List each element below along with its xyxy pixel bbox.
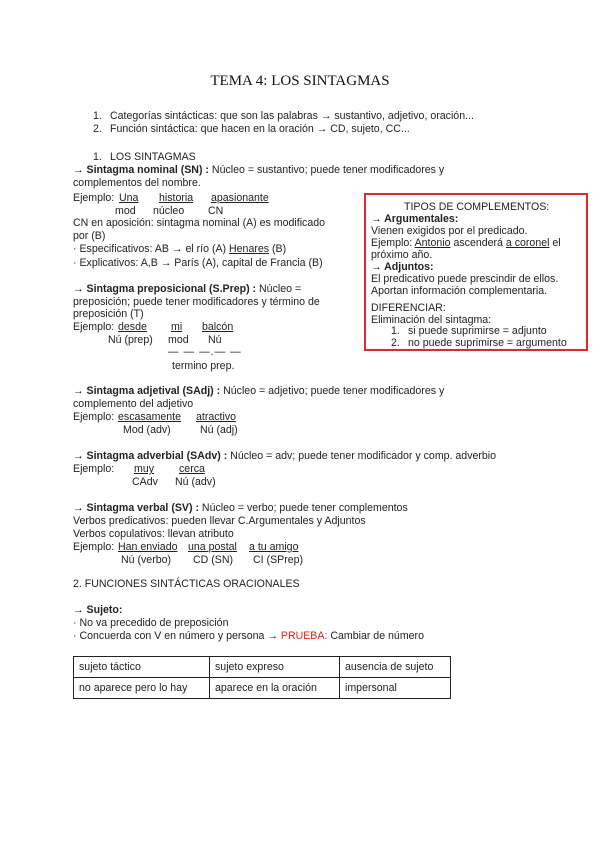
intro-num-1: 1. [93, 110, 102, 122]
sujeto-line-1: · No va precedido de preposición [73, 617, 229, 629]
sv-example-word-1: Han enviado [118, 541, 178, 553]
box-adj-2: Aportan información complementaria. [371, 285, 548, 297]
sn-esp-end: (B) [269, 243, 287, 255]
table-cell: no aparece pero lo hay [74, 678, 210, 699]
sujeto-prueba: PRUEBA: [280, 630, 328, 642]
complement-types-box [364, 193, 588, 351]
sn-tag-2: núcleo [153, 205, 185, 217]
box-ej-a: Ejemplo: [371, 237, 415, 249]
box-arg-head: → Argumentales: [371, 213, 459, 225]
box-arg-3: próximo año. [371, 249, 433, 261]
sn-example-label: Ejemplo: [73, 192, 115, 204]
sprep-tag-1: Nú (prep) [108, 334, 153, 346]
sv-heading-line [73, 502, 408, 515]
sadv-heading-line [73, 450, 496, 463]
table-cell: sujeto táctico [74, 657, 210, 678]
sprep-dash-line: — — —.— — [168, 346, 242, 358]
sn-example-word-2: historia [159, 192, 194, 204]
box-ej-c: el [549, 237, 561, 249]
sprep-heading-line [73, 283, 301, 296]
sadj-example-word-1: escasamente [118, 411, 182, 423]
sadv-example-word-2: cerca [179, 463, 205, 475]
sv-line-2: Verbos predicativos: pueden llevar C.Argumentales y Adjuntos [73, 515, 366, 527]
sprep-desc-3: preposición (T) [73, 308, 144, 320]
sv-example-word-2: una postal [188, 541, 237, 553]
sn-explicativos: · Explicativos: A,B → París (A), capital de Francia (B) [73, 257, 323, 269]
sn-aposicion-2: por (B) [73, 230, 106, 242]
box-eliminacion: Eliminación del sintagma: [371, 314, 492, 326]
sn-example-word-1: Una [119, 192, 139, 204]
sadj-head: → Sintagma adjetival (SAdj) : [73, 385, 221, 397]
sv-desc: Núcleo = verbo; puede tener complementos [198, 502, 408, 514]
sn-aposicion-1: CN en aposición: sintagma nominal (A) es modificado [73, 217, 326, 229]
sadv-head: → Sintagma adverbial (SAdv) : [73, 450, 228, 462]
sprep-desc-2: preposición; puede tener modificadores y término de [73, 296, 320, 308]
sadj-example-label: Ejemplo: [73, 411, 115, 423]
sadv-example-word-1: muy [134, 463, 155, 475]
sv-example-word-3: a tu amigo [249, 541, 299, 553]
sujeto-line-2 [73, 630, 424, 643]
box-item-num-1: 1. [391, 325, 400, 337]
box-ej-u2: a coronel [505, 237, 550, 249]
sujeto-table [73, 656, 451, 699]
sprep-termino: termino prep. [172, 360, 235, 372]
box-adj-1: El predicativo puede prescindir de ellos. [371, 273, 559, 285]
box-adj-head: → Adjuntos: [371, 261, 434, 273]
sv-tag-2: CD (SN) [193, 554, 234, 566]
sprep-tag-2: mod [168, 334, 189, 346]
sn-head: → Sintagma nominal (SN) : [73, 164, 209, 176]
box-item-num-2: 2. [391, 337, 400, 349]
box-ej-u1: Antonio [414, 237, 451, 249]
sadj-example-word-2: atractivo [196, 411, 237, 423]
box-item-2: no puede suprimirse = argumento [408, 337, 567, 349]
sv-tag-1: Nú (verbo) [121, 554, 172, 566]
table-row [74, 657, 451, 678]
section1-num: 1. [93, 151, 102, 163]
intro-item-2: Función sintáctica: que hacen en la oración → CD, sujeto, CC... [110, 123, 410, 135]
box-diferenciar: DIFERENCIAR: [371, 302, 446, 314]
sprep-example-word-1: desde [118, 321, 147, 333]
box-title: TIPOS DE COMPLEMENTOS: [404, 201, 550, 213]
table-cell: ausencia de sujeto [340, 657, 451, 678]
sn-tag-3: CN [208, 205, 224, 217]
page-title: TEMA 4: LOS SINTAGMAS [210, 73, 390, 89]
sadj-tag-1: Mod (adv) [123, 424, 171, 436]
sn-desc-2: complementos del nombre. [73, 177, 201, 189]
sadv-desc: Núcleo = adv; puede tener modificador y comp. adverbio [227, 450, 497, 462]
sv-tag-3: CI (SPrep) [253, 554, 304, 566]
sv-head: → Sintagma verbal (SV) : [73, 502, 199, 514]
sadv-tag-1: CAdv [132, 476, 158, 488]
sprep-example-label: Ejemplo: [73, 321, 115, 333]
sn-example-word-3: apasionante [211, 192, 269, 204]
sadj-desc-2: complemento del adjetivo [73, 398, 194, 410]
sadj-tag-2: Nú (adj) [200, 424, 238, 436]
sadv-tag-2: Nú (adv) [175, 476, 216, 488]
sprep-tag-3: Nú [208, 334, 222, 346]
table-cell: impersonal [340, 678, 451, 699]
box-arg-1: Vienen exigidos por el predicado. [371, 225, 528, 237]
box-ej-b: ascenderá [450, 237, 506, 249]
sn-desc: Núcleo = sustantivo; puede tener modificadores y [208, 164, 445, 176]
sadj-heading-line [73, 385, 444, 398]
sadv-example-label: Ejemplo: [73, 463, 115, 475]
intro-num-2: 2. [93, 123, 102, 135]
sn-tag-1: mod [115, 205, 136, 217]
sprep-example-word-2: mi [171, 321, 183, 333]
table-cell: sujeto expreso [210, 657, 340, 678]
sn-heading-line [73, 164, 444, 177]
sprep-desc: Núcleo = [256, 283, 302, 295]
sprep-head: → Sintagma preposicional (S.Prep) : [73, 283, 257, 295]
sn-especificativos [73, 243, 286, 256]
sv-example-label: Ejemplo: [73, 541, 115, 553]
table-cell: aparece en la oración [210, 678, 340, 699]
sv-line-3: Verbos copulativos: llevan atributo [73, 528, 234, 540]
sadj-desc: Núcleo = adjetivo; puede tener modificadores y [220, 385, 445, 397]
sn-esp-underlined: Henares [229, 243, 270, 255]
intro-item-1: Categorías sintácticas: que son las palabras → sustantivo, adjetivo, oración... [110, 110, 474, 122]
sujeto-head: → Sujeto: [73, 604, 123, 616]
sprep-example-word-3: balcón [202, 321, 234, 333]
box-item-1: si puede suprimirse = adjunto [408, 325, 547, 337]
sn-esp-text: · Especificativos: AB → el río (A) [73, 243, 230, 255]
sujeto-l2-text: · Concuerda con V en número y persona → [73, 630, 281, 642]
sujeto-l2-end: Cambiar de número [327, 630, 424, 642]
section2-heading: 2. FUNCIONES SINTÁCTICAS ORACIONALES [73, 578, 300, 590]
section1-heading: LOS SINTAGMAS [110, 151, 196, 163]
table-row [74, 678, 451, 699]
